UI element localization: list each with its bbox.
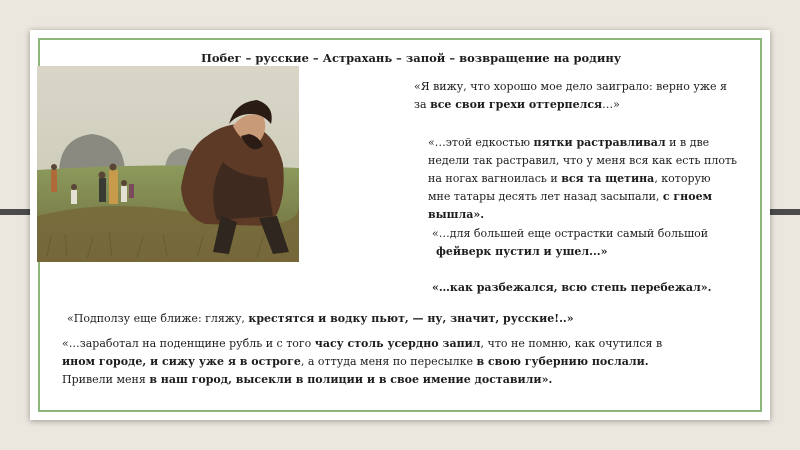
quote-4-line-1: «…как разбежался, всю степь перебежал». (432, 281, 712, 294)
quote-1-line-2: за все свои грехи оттерпелся…» (414, 98, 620, 111)
left-decorative-bar (0, 209, 30, 215)
quote-6-line-1: «…заработал на поденщине рубль и с того часу столь усердно запил, что не помню, как очутился в (62, 337, 663, 350)
quote-3-line-1: «…для большей еще острастки самый большой (432, 227, 709, 240)
quote-2-line-5: вышла». (428, 208, 485, 221)
quote-2-line-4: мне татары десять лет назад засыпали, с гноем (428, 190, 713, 203)
illustration (37, 66, 299, 262)
quote-2-line-2: недели так растравил, что у меня вся как есть плоть (428, 154, 738, 167)
slide-title: Побег – русские – Астрахань – запой – возвращение на родину (201, 51, 622, 65)
quote-3-line-2: фейверк пустил и ушел...» (436, 245, 608, 258)
quote-5-line-1: «Подползу еще ближе: гляжу, крестятся и водку пьют, — ну, значит, русские!..» (67, 312, 574, 325)
illustration-image (37, 66, 299, 262)
quote-2-line-1: «…этой едкостью пятки растравливал и в две (428, 136, 710, 149)
quote-6-line-2: ином городе, и сижу уже я в остроге, а оттуда меня по пересылке в свою губернию послали. (62, 355, 649, 368)
quote-2-line-3: на ногах вагноилась и вся та щетина, которую (428, 172, 711, 185)
quote-1-line-1: «Я вижу, что хорошо мое дело заиграло: верно уже я (414, 80, 727, 93)
right-decorative-bar (770, 209, 800, 215)
quote-6-line-3: Привели меня в наш город, высекли в полиции и в свое имение доставили». (62, 373, 553, 386)
